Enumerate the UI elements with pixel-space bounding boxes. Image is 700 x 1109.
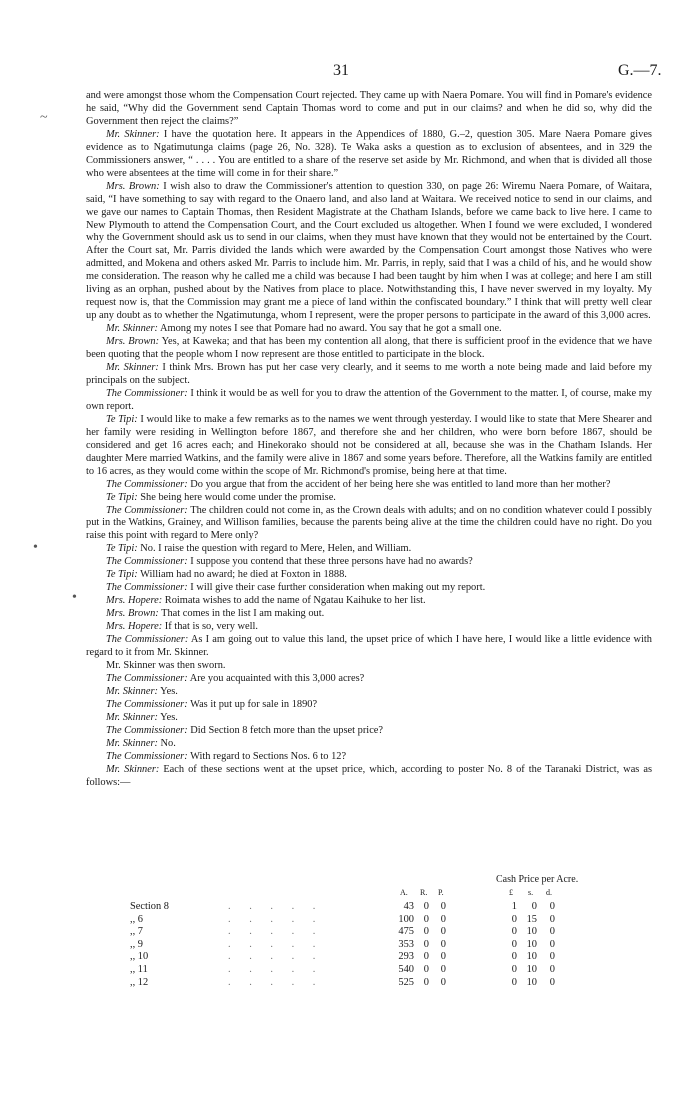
paragraph: [86, 129, 652, 181]
roods-cell: 0: [423, 901, 429, 912]
paragraph-text: If that is so, very well.: [162, 621, 258, 633]
speaker-name: Mr. Skinner:: [106, 362, 159, 374]
paragraph-text: The children could not come in, as the Crown deals with adults; and on no condition whatever could I possibly put in the Watkins, Grainey, and Willison families, because the parents being alive at the time the children could have no right. Do you raise this point with regard to Mere only?: [86, 504, 652, 542]
table-caption: Cash Price per Acre.: [496, 874, 579, 885]
paragraph: [86, 505, 652, 544]
speaker-name: The Commissioner:: [106, 582, 188, 594]
roods-cell: 0: [423, 951, 429, 963]
shillings-cell: 10: [526, 964, 537, 975]
acres-cell: 100: [398, 913, 414, 925]
acres-cell: 540: [398, 964, 414, 975]
paragraph-text: Did Section 8 fetch more than the upset price?: [187, 724, 384, 736]
pounds-cell: 0: [511, 976, 517, 988]
leader-dots: . . . . .: [228, 976, 324, 988]
paragraph: [86, 660, 652, 673]
table-row: [0, 901, 700, 914]
paragraph-text: With regard to Sections Nos. 6 to 12?: [187, 750, 347, 762]
speaker-name: Mr. Skinner:: [106, 323, 158, 335]
pence-cell: 0: [549, 951, 555, 963]
paragraph: [86, 751, 652, 764]
pounds-cell: 0: [511, 964, 517, 975]
leader-dots: . . . . .: [228, 901, 324, 912]
unit-pounds: £: [509, 888, 513, 897]
table-row: [0, 977, 700, 990]
perches-cell: 0: [440, 976, 446, 988]
paragraph-text: No. I raise the question with regard to Mere, Helen, and William.: [137, 543, 412, 555]
speaker-name: The Commissioner:: [106, 504, 188, 516]
speaker-name: Mr. Skinner:: [106, 737, 158, 749]
leader-dots: . . . . .: [228, 926, 324, 938]
body-text: [86, 90, 652, 789]
paragraph: [86, 764, 652, 790]
pounds-cell: 0: [511, 926, 517, 938]
unit-perches: P.: [438, 888, 444, 897]
table-row: [0, 964, 700, 977]
speaker-name: The Commissioner:: [106, 724, 188, 736]
paragraph: [86, 725, 652, 738]
perches-cell: 0: [440, 951, 446, 963]
table-row: [0, 914, 700, 927]
paragraph-text: As I am going out to value this land, the upset price of which I have here, I would like a little evidence with regard to it from Mr. Skinner.: [86, 634, 653, 658]
perches-cell: 0: [440, 964, 446, 975]
pence-cell: 0: [549, 926, 555, 938]
paragraph: [86, 569, 652, 582]
speaker-name: Mrs. Brown:: [106, 180, 160, 192]
paragraph: [86, 336, 652, 362]
speaker-name: Mrs. Hopere:: [106, 621, 163, 633]
perches-cell: 0: [440, 913, 446, 925]
speaker-name: The Commissioner:: [106, 634, 189, 646]
paragraph-text: No.: [157, 737, 176, 749]
paragraph-text: I have the quotation here. It appears in the Appendices of 1880, G.–2, question 305. Mare Naera Pomare gives evidence as to Ngatimutunga claims (page 26, No. 328). Te Waka asks a question as to exclusion of absentees, and in 329 the Commissioners answer, “ . . . . You are entitled to a share of the reserve set aside by Mr. Richmond, and when that is divided all those who were absentees at the time will come in for their share.”: [86, 128, 652, 179]
paragraph: [86, 595, 652, 608]
paragraph: [86, 323, 652, 336]
table-row: [0, 951, 700, 964]
speaker-name: Mr. Skinner:: [106, 711, 158, 723]
paragraph-text: Was it put up for sale in 1890?: [187, 698, 318, 710]
paragraph-text: Roimata wishes to add the name of Ngatau Kaihuke to her list.: [162, 595, 426, 607]
section-label: ,, 9: [130, 938, 143, 950]
paragraph: [86, 686, 652, 699]
margin-mark: •: [72, 590, 77, 605]
unit-shillings: s.: [528, 888, 534, 897]
paragraph: [86, 414, 652, 479]
margin-mark: ~: [40, 110, 48, 125]
speaker-name: Te Tipi:: [106, 543, 138, 555]
paragraph-text: Among my notes I see that Pomare had no award. You say that he got a small one.: [157, 323, 502, 335]
paragraph: [86, 479, 652, 492]
paragraph: [86, 543, 652, 556]
perches-cell: 0: [440, 926, 446, 938]
roods-cell: 0: [423, 926, 429, 938]
perches-cell: 0: [440, 938, 446, 950]
table-row: [0, 926, 700, 939]
acres-cell: 293: [398, 951, 414, 963]
document-code: G.—7.: [618, 62, 662, 79]
shillings-cell: 10: [526, 951, 537, 963]
paragraph: [86, 556, 652, 569]
paragraph: [86, 621, 652, 634]
leader-dots: . . . . .: [228, 964, 324, 975]
paragraph-text: Yes.: [157, 711, 178, 723]
speaker-name: Mrs. Brown:: [106, 336, 160, 348]
paragraph: [86, 492, 652, 505]
paragraph-text: Yes.: [157, 685, 178, 697]
paragraph: [86, 634, 652, 660]
paragraph-text: That comes in the list I am making out.: [158, 608, 325, 620]
perches-cell: 0: [440, 901, 446, 912]
shillings-cell: 0: [531, 901, 537, 912]
paragraph-text: I think Mrs. Brown has put her case very clearly, and it seems to me worth a note being made and laid before my principals on the subject.: [86, 362, 652, 386]
leader-dots: . . . . .: [228, 938, 324, 950]
roods-cell: 0: [423, 913, 429, 925]
unit-roods: R.: [420, 888, 428, 897]
shillings-cell: 10: [526, 938, 537, 950]
unit-pence: d.: [546, 888, 552, 897]
paragraph: [86, 181, 652, 323]
shillings-cell: 10: [526, 976, 537, 988]
section-label: ,, 12: [130, 976, 149, 988]
acres-cell: 475: [398, 926, 414, 938]
paragraph: [86, 582, 652, 595]
pounds-cell: 0: [511, 951, 517, 963]
unit-acres: A.: [400, 888, 408, 897]
speaker-name: Mrs. Hopere:: [106, 595, 163, 607]
paragraph: [86, 90, 652, 129]
paragraph: [86, 388, 652, 414]
paragraph-text: Each of these sections went at the upset price, which, according to poster No. 8 of the Taranaki District, was as follows:—: [86, 763, 652, 788]
section-label: ,, 6: [130, 913, 143, 925]
speaker-name: The Commissioner:: [106, 387, 188, 399]
paragraph-text: and were amongst those whom the Compensation Court rejected. They came up with Naera Pomare. You will find in Pomare's evidence he said, “Why did the Government send Captain Thomas word to come and put in our claims? and when he did so, why did the Government then reject the claims?”: [86, 90, 652, 127]
acres-cell: 43: [403, 901, 414, 912]
acres-cell: 353: [398, 938, 414, 950]
speaker-name: The Commissioner:: [106, 698, 188, 710]
pence-cell: 0: [549, 976, 555, 988]
paragraph: [86, 712, 652, 725]
paragraph-text: Yes, at Kaweka; and that has been my contention all along, that there is sufficient proof in the evidence that we have been quoting that the people whom I now represent are those entitled to participate in the block.: [86, 336, 652, 361]
table-row: [0, 939, 700, 952]
speaker-name: The Commissioner:: [106, 478, 188, 490]
page-number: 31: [333, 62, 349, 79]
pounds-cell: 0: [511, 913, 517, 925]
paragraph: [86, 738, 652, 751]
section-label: ,, 10: [130, 951, 149, 963]
pounds-cell: 1: [511, 901, 517, 912]
paragraph-text: Are you acquainted with this 3,000 acres?: [187, 672, 365, 684]
paragraph-text: I will give their case further consideration when making out my report.: [187, 582, 486, 594]
roods-cell: 0: [423, 976, 429, 988]
leader-dots: . . . . .: [228, 951, 324, 963]
speaker-name: The Commissioner:: [106, 556, 188, 568]
page-header: [0, 62, 700, 82]
speaker-name: Te Tipi:: [106, 569, 138, 581]
margin-mark: •: [33, 540, 38, 555]
shillings-cell: 15: [526, 913, 537, 925]
acres-cell: 525: [398, 976, 414, 988]
roods-cell: 0: [423, 964, 429, 975]
pence-cell: 0: [549, 901, 555, 912]
paragraph: [86, 362, 652, 388]
paragraph-text: I would like to make a few remarks as to the names we went through yesterday. I would like to state that Mere Shearer and her family were residing in Wellington before 1867, and therefore she and her children, who were born before 1867, should be considered and get 16 acres each; and Hinekorako should not be considered at all, because she was in the Chatham Islands. Her daughter Mere married Watkins, and the family were alive in 1867 and some years before. Therefore, all the Watkins family are entitled to 16 acres, as they would come within the scope of Mr. Richmond's promise, being here at that time.: [86, 413, 653, 477]
speaker-name: Mrs. Brown:: [106, 608, 159, 620]
leader-dots: . . . . .: [228, 913, 324, 925]
pence-cell: 0: [549, 964, 555, 975]
speaker-name: Mr. Skinner:: [106, 763, 160, 775]
section-label: ,, 7: [130, 926, 143, 938]
section-label: Section 8: [130, 901, 169, 912]
paragraph-text: She being here would come under the promise.: [137, 491, 336, 503]
roods-cell: 0: [423, 938, 429, 950]
pounds-cell: 0: [511, 938, 517, 950]
paragraph-text: I suppose you contend that these three persons have had no awards?: [187, 556, 473, 568]
paragraph: [86, 673, 652, 686]
paragraph: [86, 608, 652, 621]
paragraph-text: Mr. Skinner was then sworn.: [106, 659, 226, 671]
speaker-name: The Commissioner:: [106, 750, 188, 762]
speaker-name: Te Tipi:: [106, 413, 138, 425]
paragraph-text: William had no award; he died at Foxton in 1888.: [137, 569, 347, 581]
paragraph: [86, 699, 652, 712]
paragraph-text: I think it would be as well for you to draw the attention of the Government to the matter. I, of course, make my own report.: [86, 387, 652, 412]
speaker-name: Mr. Skinner:: [106, 128, 160, 140]
speaker-name: Mr. Skinner:: [106, 685, 158, 697]
section-label: ,, 11: [130, 964, 148, 975]
paragraph-text: I wish also to draw the Commissioner's attention to question 330, on page 26: Wiremu Naera Pomare, of Waitara, said, “I have something to say with regard to the Onaero land, and also land at Waitara. We received notice to send in our claims, and we gave our names to Captain Thomas, then Resident Magistrate at the Chatham Islands, before we came back to live here. I came to New Plymouth to attend the Compensation Court, and the Court excluded us altogether. When I found we were excluded, I wondered why the Government should ask us to send in our claims, when they must have known that they would not be entertained by the Court. After the Court sat, Mr. Parris divided the lands which were awarded by the Compensation Court amongst those Natives who were admitted, and Mokena and others asked Mr. Parris to include him. Mr. Parris, in reply, said that I was a child of his, and he would show me consideration. The reason why he called me a child was because I had been taught by him when I was at college; and here I am still living as an orphan, pushed about by the Natives from place to place. Notwithstanding this, I have never swerved in my loyalty. My request now is, that the Commission may grant me a piece of land within the confiscated boundary.” I think that will pretty well clear up any doubt as to whether the Ngatimutunga, whom I represent, were the proper persons to participate in the award of this 3,000 acres.: [86, 180, 652, 322]
speaker-name: Te Tipi:: [106, 491, 138, 503]
pence-cell: 0: [549, 913, 555, 925]
paragraph-text: Do you argue that from the accident of her being here she was entitled to land more than her mother?: [187, 478, 611, 490]
speaker-name: The Commissioner:: [106, 672, 188, 684]
pence-cell: 0: [549, 938, 555, 950]
shillings-cell: 10: [526, 926, 537, 938]
